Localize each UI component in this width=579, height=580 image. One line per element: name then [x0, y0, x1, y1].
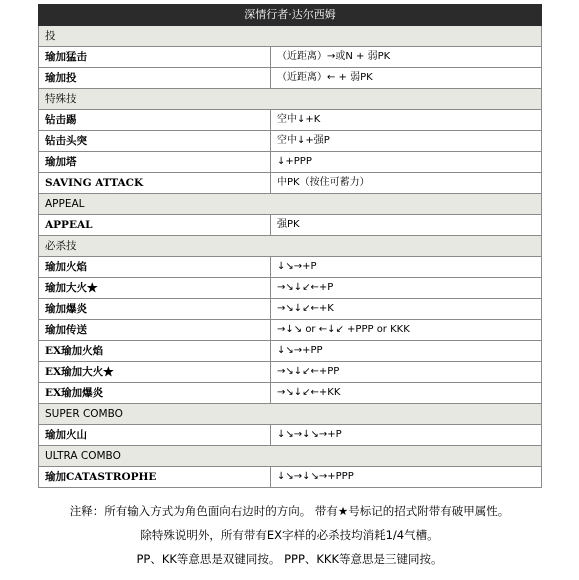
table-row [39, 173, 542, 194]
move-command: →↘↓↙←+P [271, 278, 542, 299]
move-name: 瑜加CATASTROPHE [39, 467, 271, 488]
table-row [39, 110, 542, 131]
table-row [39, 299, 542, 320]
table-row [39, 320, 542, 341]
move-name: 钻击踢 [39, 110, 271, 131]
move-command: ↓+PPP [271, 152, 542, 173]
note-line: 除特殊说明外，所有带有EX字样的必杀技均消耗1/4气槽。 [140, 528, 439, 542]
move-name: 瑜加火焰 [39, 257, 271, 278]
move-command: →↓↘ or ←↓↙ +PPP or KKK [271, 320, 542, 341]
move-name: EX瑜加爆炎 [39, 383, 271, 404]
move-list [38, 4, 541, 488]
move-command: 空中↓+强P [271, 131, 542, 152]
note-line: 注释：所有输入方式为角色面向右边时的方向。 带有★号标记的招式附带有破甲属性。 [69, 504, 510, 518]
move-command: 空中↓+K [271, 110, 542, 131]
move-name: 瑜加火山 [39, 425, 271, 446]
move-command: ↓↘→↓↘→+PPP [271, 467, 542, 488]
move-command: ↓↘→+PP [271, 341, 542, 362]
section-header: SUPER COMBO [39, 404, 542, 425]
table-title-row [39, 5, 542, 26]
section-header-row [39, 236, 542, 257]
move-command: →↘↓↙←+PP [271, 362, 542, 383]
move-name: 瑜加塔 [39, 152, 271, 173]
table-row [39, 341, 542, 362]
table-row [39, 152, 542, 173]
table-title: 深情行者·达尔西姆 [39, 5, 542, 26]
move-command: ↓↘→+P [271, 257, 542, 278]
move-name: 瑜加传送 [39, 320, 271, 341]
move-command: ↓↘→↓↘→+P [271, 425, 542, 446]
section-header: 必杀技 [39, 236, 542, 257]
table-row [39, 131, 542, 152]
section-header-row [39, 194, 542, 215]
section-header-row [39, 26, 542, 47]
table-row [39, 278, 542, 299]
move-command: →↘↓↙←+KK [271, 383, 542, 404]
move-name: 瑜加猛击 [39, 47, 271, 68]
move-name: 瑜加大火★ [39, 278, 271, 299]
section-header-row [39, 89, 542, 110]
table-row [39, 467, 542, 488]
move-name: EX瑜加大火★ [39, 362, 271, 383]
move-name: 瑜加投 [39, 68, 271, 89]
move-name: 钻击头突 [39, 131, 271, 152]
section-header: ULTRA COMBO [39, 446, 542, 467]
move-name: SAVING ATTACK [39, 173, 271, 194]
table-row [39, 383, 542, 404]
section-header-row [39, 446, 542, 467]
notes [0, 499, 579, 571]
note-line: PP、KK等意思是双键同按。 PPP、KKK等意思是三键同按。 [136, 552, 443, 566]
table-row [39, 68, 542, 89]
move-command: 强PK [271, 215, 542, 236]
table-row [39, 257, 542, 278]
table-row [39, 425, 542, 446]
move-command: （近距离）← + 弱PK [271, 68, 542, 89]
move-table [38, 4, 542, 488]
move-command: →↘↓↙←+K [271, 299, 542, 320]
move-command: （近距离）→或N + 弱PK [271, 47, 542, 68]
section-header: 特殊技 [39, 89, 542, 110]
move-command: 中PK（按住可蓄力） [271, 173, 542, 194]
table-row [39, 215, 542, 236]
move-name: 瑜加爆炎 [39, 299, 271, 320]
section-header: APPEAL [39, 194, 542, 215]
move-name: APPEAL [39, 215, 271, 236]
section-header: 投 [39, 26, 542, 47]
section-header-row [39, 404, 542, 425]
move-name: EX瑜加火焰 [39, 341, 271, 362]
table-row [39, 47, 542, 68]
table-row [39, 362, 542, 383]
